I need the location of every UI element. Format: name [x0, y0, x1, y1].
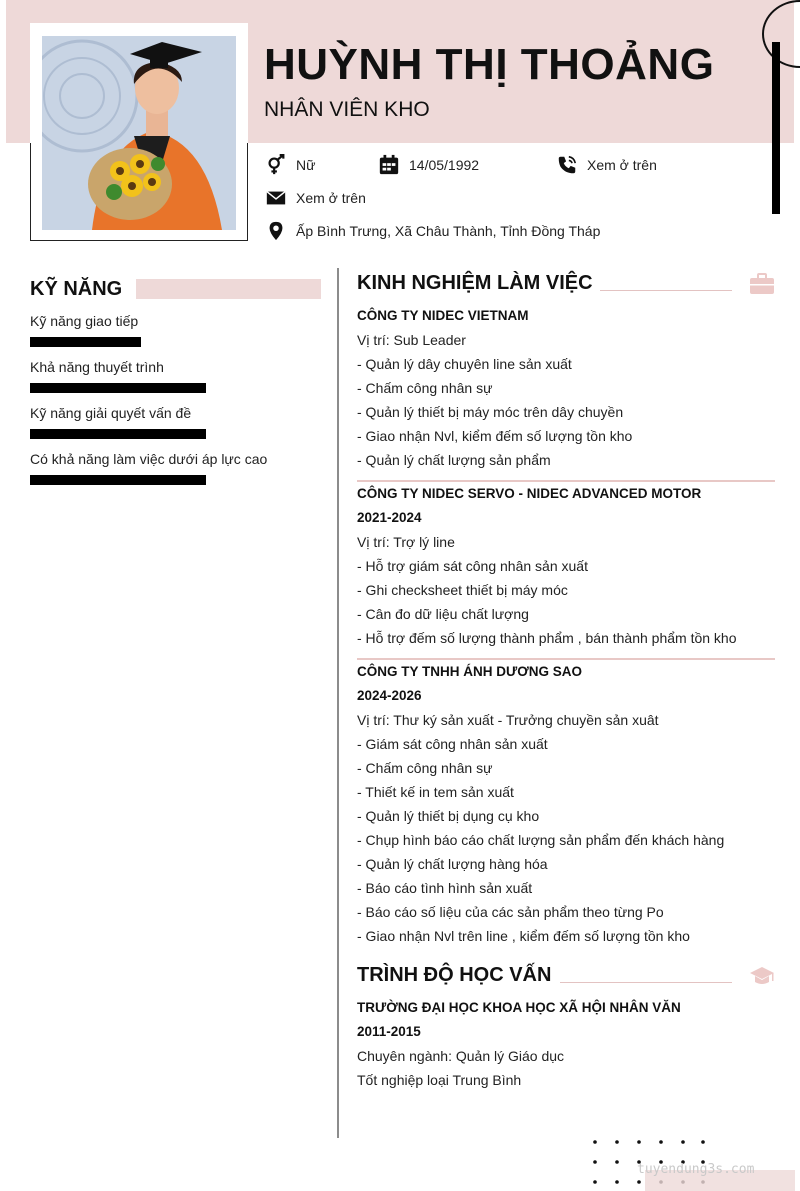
duty-item: - Ghi checksheet thiết bị máy móc — [357, 582, 568, 598]
job-period: 2021-2024 — [357, 510, 422, 525]
duty-item: - Báo cáo tình hình sản xuất — [357, 880, 533, 896]
duty-item: - Giao nhận Nvl trên line , kiểm đếm số lượng tồn kho — [357, 928, 690, 944]
position: Vị trí: Trợ lý line — [357, 534, 455, 550]
decorative-bar — [772, 42, 780, 214]
skill-name: Có khả năng làm việc dưới áp lực cao — [30, 451, 268, 467]
contact-birthday — [378, 154, 479, 176]
job-entry — [357, 304, 775, 472]
watermark: tuyendung3s.com — [637, 1162, 755, 1177]
duty-item: - Quản lý chất lượng hàng hóa — [357, 856, 548, 872]
calendar-icon — [378, 154, 400, 176]
company-name: CÔNG TY NIDEC SERVO - NIDEC ADVANCED MOTOR — [357, 486, 702, 501]
job-title: NHÂN VIÊN KHO — [264, 98, 430, 121]
column-divider — [337, 268, 339, 1138]
education-title-line — [560, 982, 732, 983]
experience-title-line — [600, 290, 732, 291]
duty-item: - Quản lý dây chuyên line sản xuất — [357, 356, 572, 372]
duty-item: - Cân đo dữ liệu chất lượng — [357, 606, 529, 622]
education-title: TRÌNH ĐỘ HỌC VẤN — [357, 964, 552, 986]
email-text: Xem ở trên — [296, 190, 366, 206]
duty-item: - Báo cáo số liệu của các sản phẩm theo từng Po — [357, 904, 664, 920]
graduation-grade: Tốt nghiệp loại Trung Bình — [357, 1072, 522, 1088]
phone-text: Xem ở trên — [587, 157, 657, 173]
experience-title: KINH NGHIỆM LÀM VIỆC — [357, 272, 593, 294]
skill-level-bar — [30, 429, 206, 439]
envelope-icon — [265, 187, 287, 209]
contact-email — [265, 187, 366, 209]
job-entry — [357, 482, 775, 650]
duty-item: - Quản lý thiết bị máy móc trên dây chuyền — [357, 404, 624, 420]
duty-item: - Quản lý thiết bị dụng cụ kho — [357, 808, 540, 824]
contact-address — [265, 220, 600, 242]
education-period: 2011-2015 — [357, 1024, 421, 1039]
position: Vị trí: Sub Leader — [357, 332, 466, 348]
skill-name: Kỹ năng giải quyết vấn đề — [30, 405, 192, 421]
duty-item: - Chấm công nhân sự — [357, 760, 493, 776]
contact-gender — [265, 154, 315, 176]
duty-item: - Giám sát công nhân sản xuất — [357, 736, 548, 752]
briefcase-icon — [749, 273, 775, 295]
duty-item: - Thiết kế in tem sản xuất — [357, 784, 514, 800]
job-entry — [357, 660, 775, 948]
skills-title-bar — [136, 279, 321, 299]
duty-item: - Hỗ trợ đếm số lượng thành phẩm , bán thành phẩm tồn kho — [357, 630, 737, 646]
skill-level-bar — [30, 475, 206, 485]
skills-title: KỸ NĂNG — [30, 278, 123, 300]
duty-item: - Hỗ trợ giám sát công nhân sản xuất — [357, 558, 588, 574]
job-period: 2024-2026 — [357, 688, 422, 703]
candidate-name: HUỲNH THỊ THOẢNG — [264, 40, 715, 89]
skill-name: Kỹ năng giao tiếp — [30, 313, 139, 329]
school-name: TRƯỜNG ĐẠI HỌC KHOA HỌC XÃ HỘI NHÂN VĂN — [357, 1000, 681, 1015]
skill-name: Khả năng thuyết trình — [30, 359, 164, 375]
phone-icon — [556, 154, 578, 176]
address-text: Ấp Bình Trưng, Xã Châu Thành, Tỉnh Đồng Tháp — [296, 223, 601, 239]
contact-phone — [556, 154, 657, 176]
company-name: CÔNG TY TNHH ÁNH DƯƠNG SAO — [357, 664, 582, 679]
skill-level-bar — [30, 383, 206, 393]
company-name: CÔNG TY NIDEC VIETNAM — [357, 308, 529, 323]
location-pin-icon — [265, 220, 287, 242]
education-entry — [357, 996, 775, 1092]
skill-level-bar — [30, 337, 141, 347]
gender-text: Nữ — [296, 157, 316, 173]
position: Vị trí: Thư ký sản xuất - Trưởng chuyền sản xuât — [357, 712, 659, 728]
birthday-text: 14/05/1992 — [409, 157, 480, 173]
graduation-cap-icon — [749, 965, 775, 987]
major: Chuyên ngành: Quản lý Giáo dục — [357, 1048, 565, 1064]
duty-item: - Chấm công nhân sự — [357, 380, 493, 396]
duty-item: - Giao nhận Nvl, kiểm đếm số lượng tồn kho — [357, 428, 633, 444]
profile-photo — [42, 36, 236, 230]
duty-item: - Quản lý chất lượng sản phẩm — [357, 452, 551, 468]
gender-icon — [265, 154, 287, 176]
duty-item: - Chụp hình báo cáo chất lượng sản phẩm đến khách hàng — [357, 832, 725, 848]
